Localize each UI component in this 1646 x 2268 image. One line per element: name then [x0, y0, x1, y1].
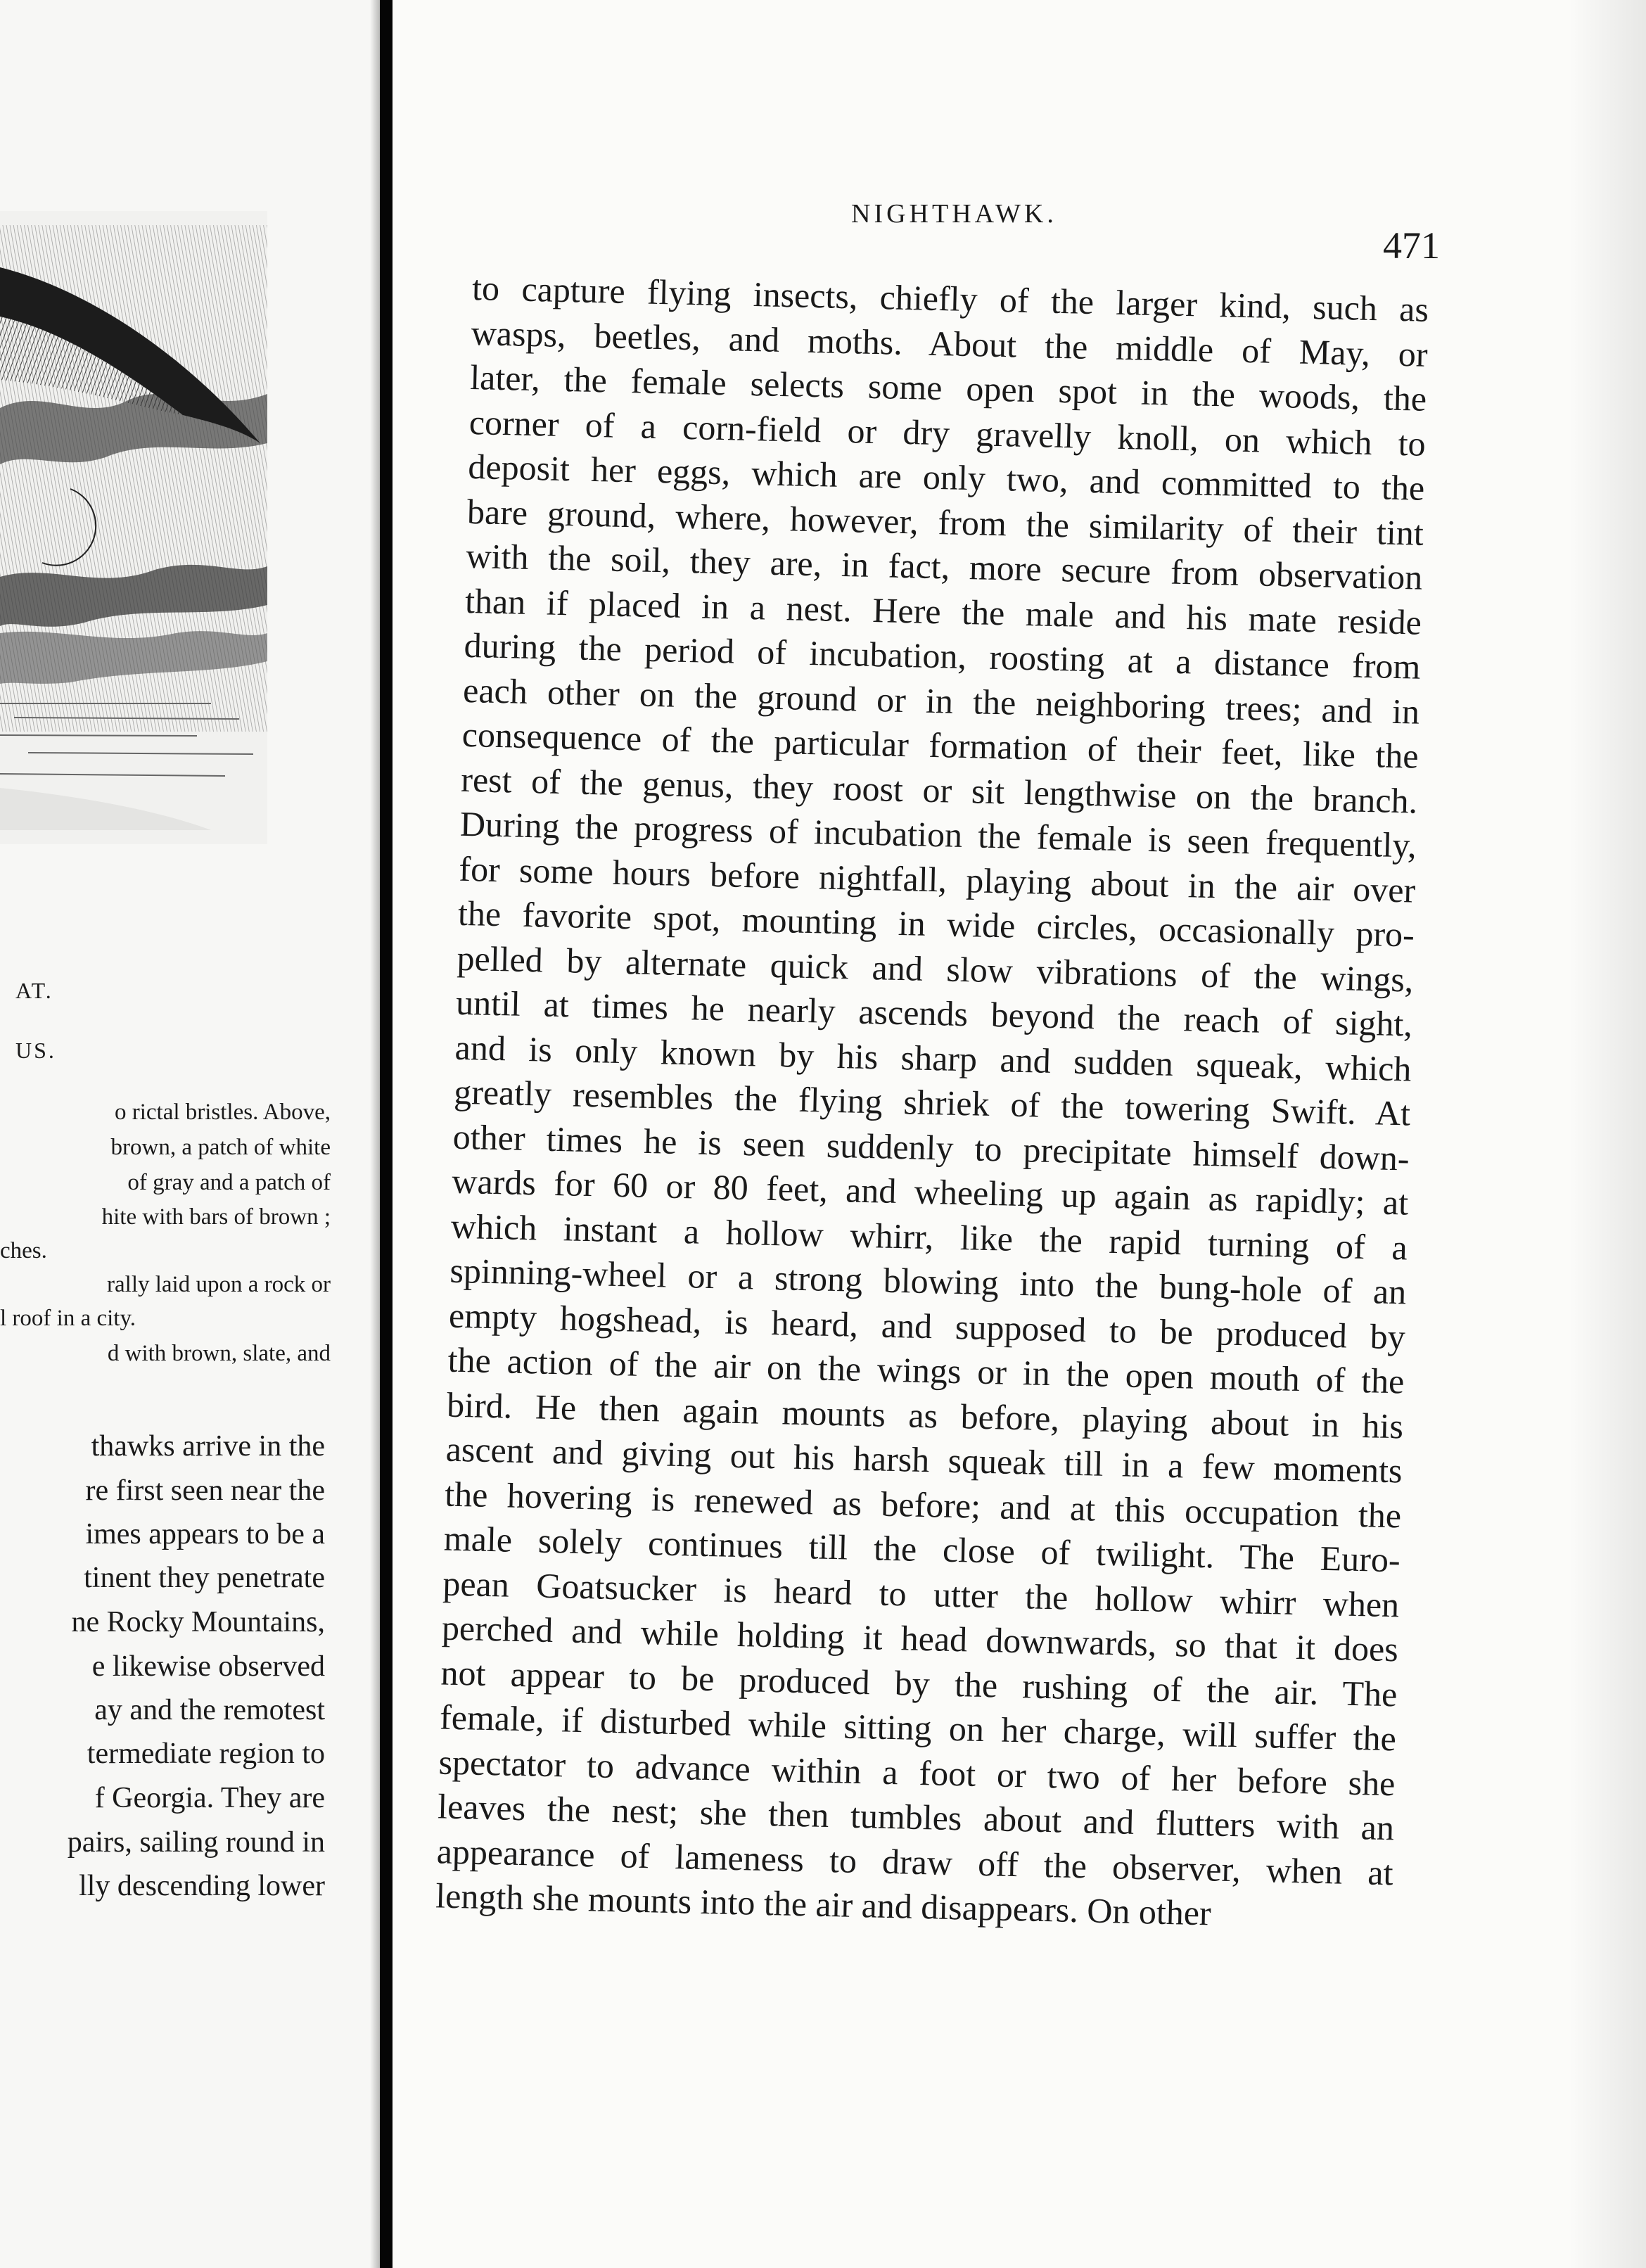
left-description-line: hite with bars of brown ; [101, 1204, 331, 1230]
left-description-line: brown, a patch of white [110, 1135, 331, 1160]
text-line: consequence of the particular formation of their feet, like the [461, 714, 1419, 776]
book-gutter [380, 0, 394, 2268]
text-line: wasps, beetles, and moths. About the middle of May, or [471, 312, 1429, 374]
left-body-line: e likewise observed [91, 1650, 325, 1683]
text-line: deposit her eggs, which are only two, and committed to the [467, 446, 1425, 508]
left-description-line: ches. [0, 1238, 47, 1263]
page-edge-shadow [1569, 0, 1646, 2268]
left-body-line: thawks arrive in the [91, 1430, 325, 1463]
text-line: male solely continues till the close of twilight. The Euro- [443, 1518, 1401, 1580]
text-line: with the soil, they are, in fact, more secure from observation [466, 535, 1423, 597]
page-number: 471 [1383, 224, 1440, 267]
left-body-line: pairs, sailing round in [67, 1826, 325, 1859]
text-line: pelled by alternate quick and slow vibrations of the wings, [457, 938, 1414, 1000]
text-line: the action of the air on the wings or in the open mouth of the [447, 1339, 1405, 1401]
text-line: wards for 60 or 80 feet, and wheeling up again as rapidly; at [451, 1161, 1409, 1223]
text-line: bird. He then again mounts as before, playing about in his [446, 1384, 1404, 1446]
text-line: spinning-wheel or a strong blowing into the bung-hole of an [449, 1250, 1407, 1312]
left-body-line: f Georgia. They are [94, 1782, 325, 1814]
text-line: During the progress of incubation the female is seen frequently, [459, 803, 1417, 865]
left-description-line: of gray and a patch of [127, 1170, 331, 1195]
left-body-line: re first seen near the [85, 1474, 325, 1507]
left-body-line: termediate region to [87, 1738, 325, 1770]
text-line: until at times he nearly ascends beyond the reach of sight, [455, 982, 1413, 1044]
text-line: bare ground, where, however, from the similarity of their tint [466, 491, 1424, 553]
left-body-line: lly descending lower [79, 1870, 325, 1902]
text-line: the favorite spot, mounting in wide circles, occasionally pro- [457, 893, 1415, 955]
text-line: appearance of lameness to draw off the observer, when at [436, 1830, 1394, 1892]
left-description-line: rally laid upon a rock or [107, 1272, 331, 1297]
text-line: other times he is seen suddenly to precipitate himself down- [452, 1116, 1410, 1178]
text-line: which instant a hollow whirr, like the rapid turning of a [450, 1206, 1408, 1267]
text-line: than if placed in a nest. Here the male and his mate reside [464, 580, 1422, 642]
left-body-line: imes appears to be a [85, 1518, 325, 1550]
text-line: later, the female selects some open spot in the woods, the [469, 357, 1427, 419]
text-line: not appear to be produced by the rushing of the air. The [440, 1652, 1398, 1714]
text-line: greatly resembles the flying shriek of the towering Swift. At [453, 1071, 1411, 1133]
text-line: female, if disturbed while sitting on her charge, will suffer the [439, 1697, 1397, 1759]
text-line: corner of a corn-field or dry gravelly knoll, on which to [468, 402, 1427, 464]
left-page [0, 0, 380, 2268]
text-line: pean Goatsucker is heard to utter the hollow whirr when [442, 1563, 1400, 1624]
left-description-line: o rictal bristles. Above, [114, 1100, 331, 1125]
left-body-line: tinent they penetrate [84, 1562, 325, 1594]
text-line: for some hours before nightfall, playing about in the air over [458, 848, 1416, 910]
text-line: rest of the genus, they roost or sit lengthwise on the branch. [460, 759, 1418, 821]
text-line: length she mounts into the air and disappears. On other [435, 1875, 1212, 1933]
left-body-line: ay and the remotest [94, 1694, 325, 1726]
text-line: empty hogshead, is heard, and supposed to be produced by [448, 1295, 1406, 1356]
text-line: each other on the ground or in the neighboring trees; and in [462, 670, 1420, 732]
left-description-line: d with brown, slate, and [107, 1341, 331, 1366]
text-line: ascent and giving out his harsh squeak till in a few moments [445, 1429, 1403, 1491]
nighthawk-engraving-illustration [0, 211, 267, 844]
text-line: to capture flying insects, chiefly of the larger kind, such as [471, 267, 1429, 329]
text-line: leaves the nest; she then tumbles about and flutters with an [437, 1786, 1395, 1848]
body-text [435, 266, 1429, 1940]
left-caption-2: US. [15, 1038, 56, 1063]
left-body-line: ne Rocky Mountains, [71, 1606, 325, 1638]
text-line: spectator to advance within a foot or two of her before she [438, 1741, 1396, 1803]
text-line: the hovering is renewed as before; and at this occupation the [444, 1474, 1402, 1535]
text-line: perched and while holding it head downwards, so that it does [441, 1607, 1399, 1669]
text-line: during the period of incubation, roosting at a distance from [464, 625, 1422, 687]
left-caption-1: AT. [15, 978, 53, 1003]
text-line: and is only known by his sharp and sudden squeak, which [454, 1027, 1412, 1089]
left-description-line: l roof in a city. [0, 1306, 136, 1331]
running-head: NIGHTHAWK. [851, 199, 1057, 229]
